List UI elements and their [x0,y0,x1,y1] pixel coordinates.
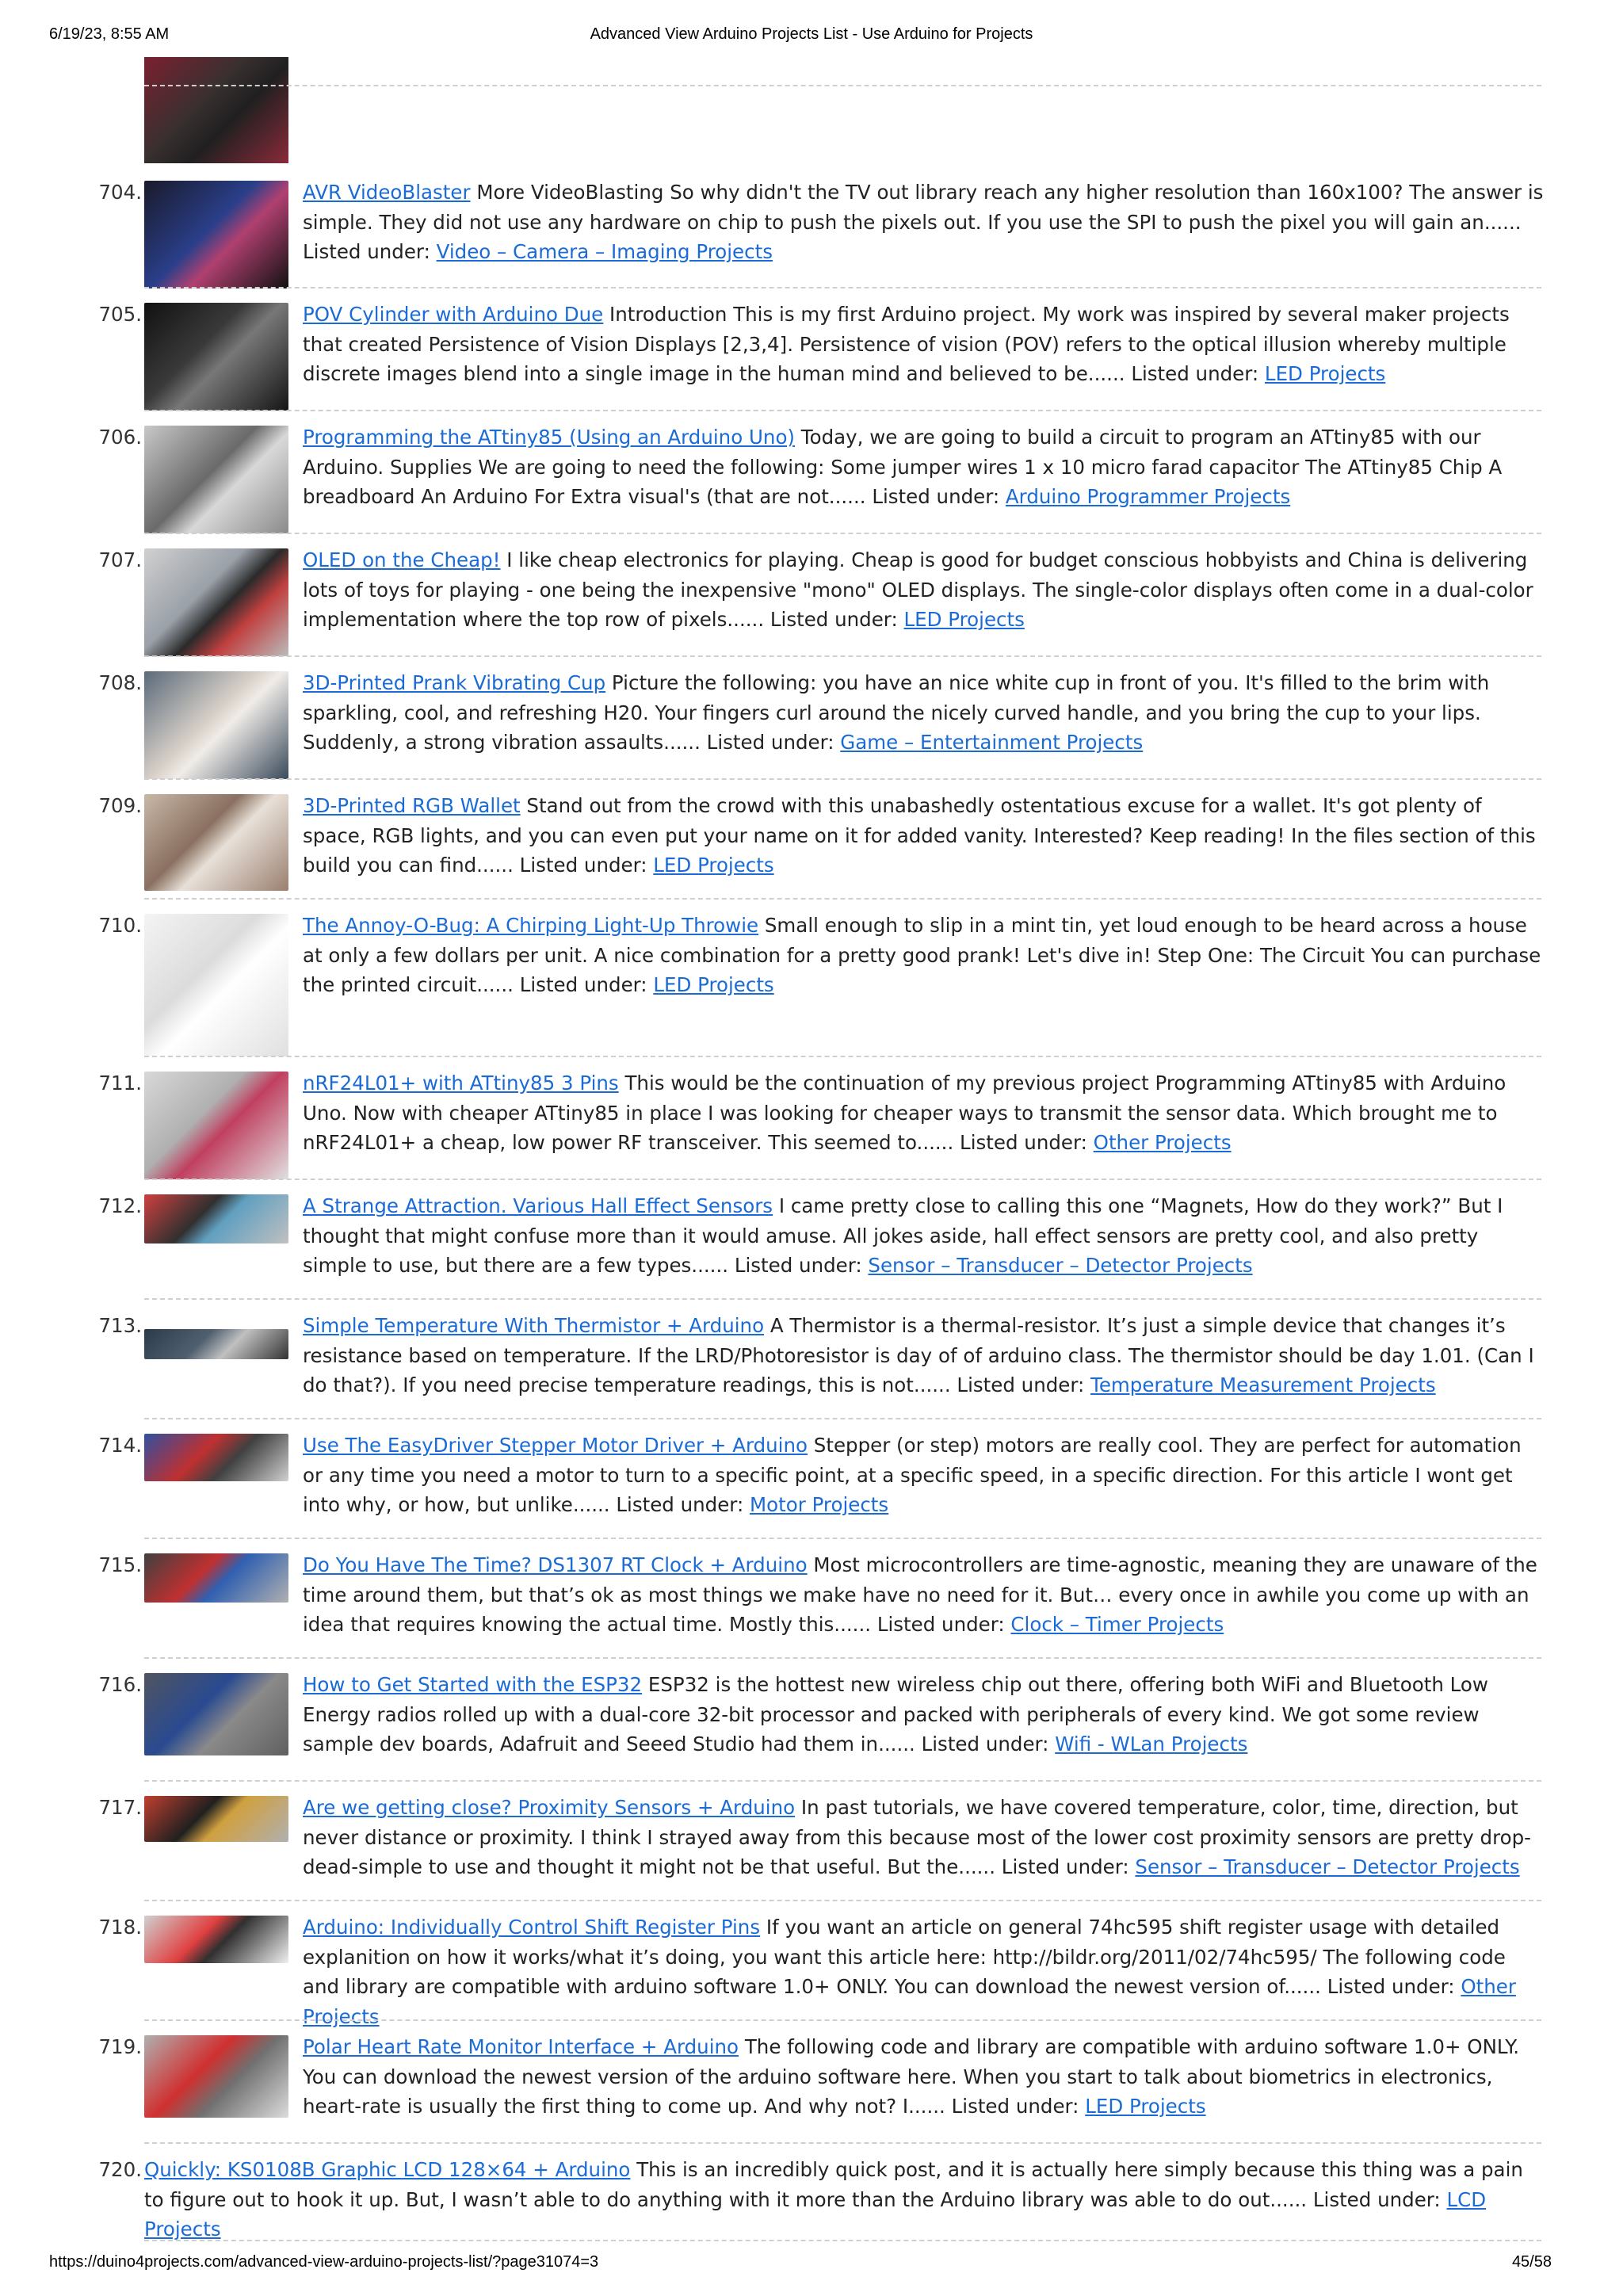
footer-url: https://duino4projects.com/advanced-view-arduino-projects-list/?page31074=3 [49,2253,599,2271]
item-number: 720. [98,2158,142,2181]
divider [144,1418,1541,1419]
project-thumbnail[interactable] [144,1329,288,1359]
project-title-link[interactable]: 3D-Printed Prank Vibrating Cup [303,671,606,694]
listed-under-label: Listed under: [519,854,654,877]
listed-under-label: Listed under: [1131,362,1265,385]
project-title-link[interactable]: The Annoy-O-Bug: A Chirping Light-Up Throwie [303,914,759,937]
item-number: 711. [98,1072,142,1095]
item-number: 708. [98,671,142,694]
item-number: 717. [98,1796,142,1819]
project-description: Stand out from the crowd with this unabashedly ostentatious excuse for a wallet. It's got plenty of space, RGB lights, and you can even put your name on it for added vanity. Interested? Keep reading! In the files section of this build you can find...... [303,794,1536,877]
divider [144,2142,1541,2144]
project-thumbnail[interactable] [144,671,288,779]
listed-under-label: Listed under: [1001,1855,1136,1878]
project-thumbnail[interactable] [144,794,288,891]
item-text [303,1912,1544,2031]
project-title-link[interactable]: POV Cylinder with Arduino Due [303,303,604,326]
project-title-link[interactable]: Programming the ATtiny85 (Using an Arduino Uno) [303,426,795,449]
project-title-link[interactable]: Simple Temperature With Thermistor + Arduino [303,1314,765,1337]
project-description: Today, we are going to build a circuit to program an ATtiny85 with our Arduino. Supplies We are going to need the following: Some jumper wires 1 x 10 micro farad capacitor The ATtiny85 Chip A breadboard An Arduino For Extra visual's (that are not...... [303,426,1503,508]
item-number: 704. [98,181,142,204]
project-thumbnail[interactable] [144,181,288,288]
divider [144,1179,1541,1180]
item-text [303,178,1544,267]
item-number: 713. [98,1314,142,1337]
item-text [303,1311,1544,1400]
project-description: This would be the continuation of my previous project Programming ATtiny85 with Arduino Uno. Now with cheaper ATtiny85 in place I was looking for cheaper ways to transmit the sensor data. Which brought me to nRF24L01+ a cheap, low power RF transceiver. This seemed to...... [303,1072,1507,1154]
project-title-link[interactable]: Do You Have The Time? DS1307 RT Clock + Arduino [303,1553,808,1576]
item-number: 710. [98,914,142,937]
divider [144,1056,1541,1057]
project-title-link[interactable]: Are we getting close? Proximity Sensors + Arduino [303,1796,796,1819]
category-link[interactable]: Clock – Timer Projects [1010,1613,1224,1636]
item-number: 709. [98,794,142,817]
project-description: ESP32 is the hottest new wireless chip out there, offering both WiFi and Bluetooth Low Energy radios rolled up with a dual-core 32-bit processor and packed with peripherals of every kind. We got some review sample dev boards, Adafruit and Seeed Studio had them in...... [303,1673,1488,1755]
project-thumbnail[interactable] [144,1673,288,1755]
divider [144,1780,1541,1782]
divider [144,287,1541,288]
listed-under-label: Listed under: [303,240,437,263]
project-title-link[interactable]: nRF24L01+ with ATtiny85 3 Pins [303,1072,619,1095]
listed-under-label: Listed under: [769,608,904,631]
divider [144,1657,1541,1659]
listed-under-label: Listed under: [960,1131,1094,1154]
category-link[interactable]: Game – Entertainment Projects [840,731,1144,754]
project-description: If you want an article on general 74hc595 shift register usage with detailed explanition on how it works/what it’s doing, you want this article here: http://bildr.org/2011/02/74hc595/ The following code and library are compatible with arduino software 1.0+ ONLY. You can download the newest version of...... [303,1916,1506,1998]
project-title-link[interactable]: Arduino: Individually Control Shift Register Pins [303,1916,761,1939]
project-thumbnail-top[interactable] [144,57,288,163]
project-thumbnail[interactable] [144,1194,288,1244]
listed-under-label: Listed under: [951,2095,1086,2118]
category-link[interactable]: LED Projects [1085,2095,1206,2118]
category-link[interactable]: LED Projects [903,608,1025,631]
item-number: 705. [98,303,142,326]
item-text [303,545,1544,635]
category-link[interactable]: LED Projects [1264,362,1386,385]
divider [144,898,1541,900]
category-link[interactable]: Motor Projects [750,1493,889,1516]
category-link[interactable]: LED Projects [653,973,774,996]
category-link[interactable]: LED Projects [653,854,774,877]
item-text [303,1431,1544,1520]
project-title-link[interactable]: A Strange Attraction. Various Hall Effect Sensors [303,1194,773,1217]
page-title: Advanced View Arduino Projects List - Use Arduino for Projects [590,25,1033,43]
project-thumbnail[interactable] [144,914,288,1056]
category-link[interactable]: Other Projects [303,1975,1516,2028]
project-thumbnail[interactable] [144,2035,288,2118]
project-thumbnail[interactable] [144,1434,288,1481]
item-text [303,911,1544,1000]
item-number: 715. [98,1553,142,1576]
project-thumbnail[interactable] [144,1916,288,1963]
item-number: 706. [98,426,142,449]
divider [144,1538,1541,1539]
item-text [144,2155,1544,2244]
item-text [303,1068,1544,1158]
project-thumbnail[interactable] [144,303,288,411]
divider [144,2019,1541,2021]
project-title-link[interactable]: 3D-Printed RGB Wallet [303,794,521,817]
project-description: More VideoBlasting So why didn't the TV out library reach any higher resolution than 160x100? The answer is simple. They did not use any hardware on chip to push the pixels out. If you use the SPI to push the pixel you will gain an...... [303,181,1544,234]
listed-under-label: Listed under: [519,973,654,996]
print-datetime: 6/19/23, 8:55 AM [49,25,170,43]
project-description: Stepper (or step) motors are really cool. They are perfect for automation or any time you need a motor to turn to a specific point, at a specific speed, in a specific direction. For this article I wont get into why, or how, but unlike...... [303,1434,1522,1516]
project-thumbnail[interactable] [144,426,288,533]
project-description: Small enough to slip in a mint tin, yet loud enough to be heard across a house at only a few dollars per unit. A nice combination for a pretty good prank! Let's dive in! Step One: The Circuit You can purchase the printed circuit...... [303,914,1541,996]
item-text [303,300,1544,389]
item-text [303,791,1544,881]
divider [144,533,1541,534]
category-link[interactable]: Sensor – Transducer – Detector Projects [1135,1855,1520,1878]
listed-under-label: Listed under: [957,1373,1091,1396]
listed-under-label: Listed under: [872,485,1006,508]
listed-under-label: Listed under: [921,1733,1056,1755]
item-text [303,668,1544,758]
item-text [303,2032,1544,2122]
listed-under-label: Listed under: [706,731,841,754]
divider [144,2240,1541,2241]
item-text [303,1191,1544,1281]
project-description: Introduction This is my first Arduino project. My work was inspired by several maker projects that created Persistence of Vision Displays [2,3,4]. Persistence of vision (POV) refers to the optical illusion whereby multiple discrete images blend into a single image in the human mind and believed to be...... [303,303,1510,385]
project-thumbnail[interactable] [144,1553,288,1603]
listed-under-label: Listed under: [1312,2187,1447,2211]
category-link[interactable]: Sensor – Transducer – Detector Projects [868,1254,1253,1277]
project-description: Picture the following: you have an nice white cup in front of you. It's filled to the brim with sparkling, cool, and refreshing H20. Your fingers curl around the nicely curved handle, and you bring the cup to your lips. Suddenly, a strong vibration assaults...... [303,671,1490,754]
project-title-link[interactable]: Quickly: KS0108B Graphic LCD 128×64 + Arduino [144,2158,631,2181]
item-number: 718. [98,1916,142,1939]
divider [144,410,1541,411]
item-text [303,1670,1544,1759]
item-text [303,422,1544,512]
project-thumbnail[interactable] [144,548,288,656]
project-description: I like cheap electronics for playing. Cheap is good for budget conscious hobbyists and China is delivering lots of toys for playing - one being the inexpensive "mono" OLED displays. The single-color displays often come in a dual-color implementation where the top row of pixels...... [303,548,1533,631]
listed-under-label: Listed under: [1327,1975,1461,1998]
category-link[interactable]: Wifi - WLan Projects [1055,1733,1248,1755]
page-number: 45/58 [1511,2253,1552,2271]
project-description: Most microcontrollers are time-agnostic, meaning they are unaware of the time around them, but that’s ok as most things we make have no need for it. But… every once in awhile you come up with an idea that requires knowing the actual time. Mostly this...... [303,1553,1537,1636]
item-number: 707. [98,548,142,571]
project-description: The following code and library are compatible with arduino software 1.0+ ONLY. You can download the newest version of the arduino software here. When you start to talk about biometrics in electronics, heart-rate is usually the first thing to come up. And why not? I...... [303,2035,1520,2118]
category-link[interactable]: Temperature Measurement Projects [1090,1373,1436,1396]
item-number: 716. [98,1673,142,1696]
project-title-link[interactable]: How to Get Started with the ESP32 [303,1673,643,1696]
listed-under-label: Listed under: [734,1254,869,1277]
item-text [303,1793,1544,1882]
divider [144,85,1541,86]
project-title-link[interactable]: OLED on the Cheap! [303,548,501,571]
project-title-link[interactable]: AVR VideoBlaster [303,181,471,204]
project-thumbnail[interactable] [144,1072,288,1179]
project-description: This is an incredibly quick post, and it is actually here simply because this thing was a pain to figure out to hook it up. But, I wasn’t able to do anything with it more than the Arduino library was able to do out...... [144,2158,1523,2211]
category-link[interactable]: Other Projects [1093,1131,1232,1154]
project-description: A Thermistor is a thermal-resistor. It’s just a simple device that changes it’s resistance based on temperature. If the LRD/Photoresistor is day of of arduino class. The thermistor should be day 1.01. (Can I do that?). If you need precise temperature readings, this is not...... [303,1314,1534,1396]
divider [144,1298,1541,1300]
project-title-link[interactable]: Use The EasyDriver Stepper Motor Driver + Arduino [303,1434,808,1457]
divider [144,1900,1541,1901]
item-number: 714. [98,1434,142,1457]
category-link[interactable]: Video – Camera – Imaging Projects [436,240,773,263]
listed-under-label: Listed under: [876,1613,1011,1636]
divider [144,778,1541,780]
item-number: 719. [98,2035,142,2058]
project-thumbnail[interactable] [144,1796,288,1842]
project-description: In past tutorials, we have covered temperature, color, time, direction, but never distance or proximity. I think I strayed away from this because most of the lower cost proximity sensors are pretty drop-dead-simple to use and thought it might not be that useful. But the...... [303,1796,1531,1878]
project-title-link[interactable]: Polar Heart Rate Monitor Interface + Arduino [303,2035,739,2058]
item-number: 712. [98,1194,142,1217]
category-link[interactable]: Arduino Programmer Projects [1005,485,1291,508]
item-text [303,1550,1544,1640]
listed-under-label: Listed under: [616,1493,750,1516]
divider [144,655,1541,657]
category-link[interactable]: LCD Projects [144,2187,1487,2241]
project-description: I came pretty close to calling this one “Magnets, How do they work?” But I thought that might confuse more than it would amuse. All jokes aside, hall effect sensors are pretty cool, and also pretty simple to use, but there are a few types...... [303,1194,1503,1277]
